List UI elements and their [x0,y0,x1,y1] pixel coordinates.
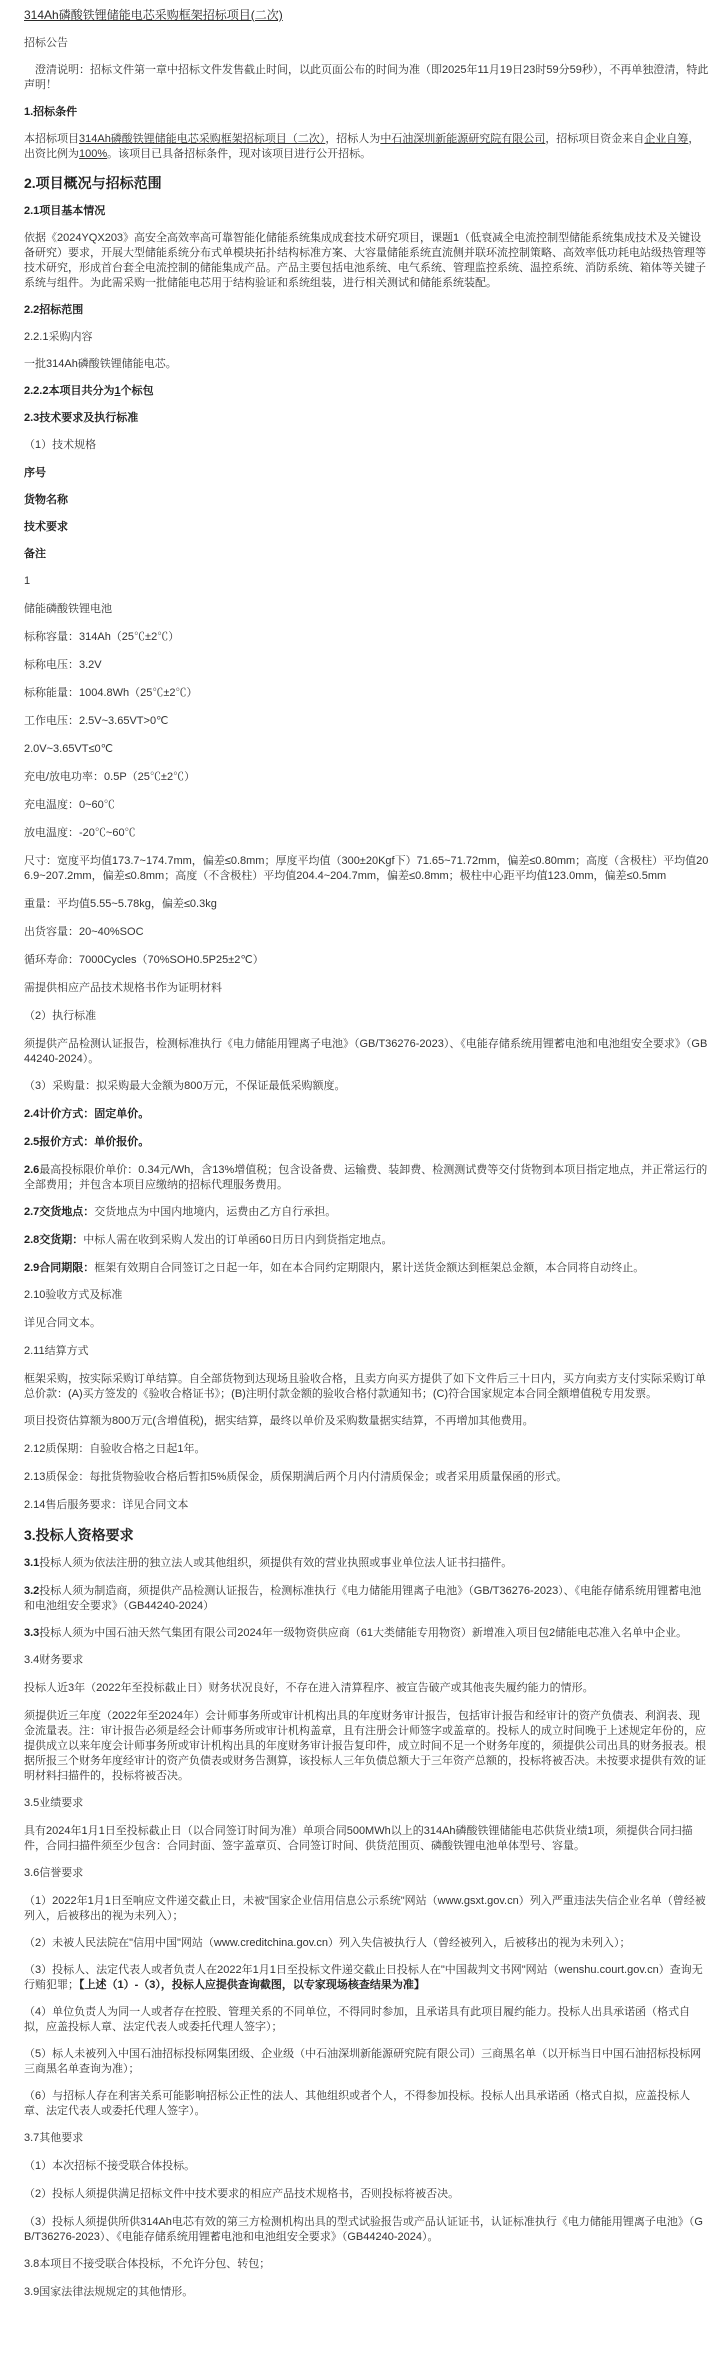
list-item [24,1079,709,1094]
text-run: 重量：平均值5.55~5.78kg，偏差≤0.3kg [24,898,217,910]
subsection-heading [24,303,709,318]
text-run: ，招标项目资金来自 [545,133,645,145]
text-run: ，出资比例为 [24,133,700,160]
subsection-heading [24,384,709,399]
bold-text: 2.2招标范围 [24,304,84,316]
bold-text: 2.9合同期限： [24,1262,95,1274]
list-item [24,953,709,968]
list-item [24,1796,709,1811]
list-item [24,1009,709,1024]
text-run: 标称能量：1004.8Wh（25℃±2℃） [24,687,198,699]
list-item [24,1470,709,1485]
text-run: 项目投资估算额为800万元(含增值税)，据实结算，最终以单价及采购数量据实结算，不再增加其他费用。 [24,1415,534,1427]
paragraph [24,231,709,291]
text-run: 详见合同文本。 [24,1317,101,1329]
text-run: 须提供近三年度（2022年至2024年）会计师事务所或审计机构出具的年度财务审计报告，包括审计报告和经审计的资产负债表、利润表、现金流量表。注：审计报告必须是经会计师事务所或审计机构盖章，且有注册会计师签字或盖章的。投标人的成立时间晚于上述规定年份的，应提供成立以来年度会计师事务所或审计机构出具的年度财务审计报告复印件，成立时间不足一个财务年度的，须提供公司出具的财务报表。根据所报三个财务年度经审计的资产负债表或财务告测算，该投标人三年负债总额大于三年资产总额的，投标将被否决。未按要求提供有效的证明材料扫描件的，投标将被否决。 [24,1710,706,1782]
text-run: （6）与招标人存在利害关系可能影响招标公正性的法人、其他组织或者个人，不得参加投标。投标人出具承诺函（格式自拟，应盖投标人章、法定代表人或委托代理人签字）。 [24,2090,691,2117]
text-run: （5）标人未被列入中国石油招标投标网集团级、企业级（中石油深圳新能源研究院有限公司）三商黑名单（以开标当日中国石油招标投标网三商黑名单查询为准）； [24,2048,702,2075]
text-run: （4）单位负责人为同一人或者存在控股、管理关系的不同单位，不得同时参加，且承诺具有此项目履约能力。投标人出具承诺函（格式自拟，应盖投标人章、法定代表人或委托代理人签字）； [24,2006,691,2033]
list-item [24,658,709,673]
underlined-text: 100% [79,148,108,160]
text-run: 尺寸：宽度平均值173.7~174.7mm，偏差≤0.8mm；厚度平均值（300±20Kgf下）71.65~71.72mm，偏差≤0.80mm；高度（含极柱）平均值206.9~207.2mm，偏差≤0.8mm；高度（不含极柱）平均值204.4~204.7mm，偏差≤0.8mm；极柱中心距平均值123.0mm，偏差≤0.5mm [24,855,709,882]
text-run: 充电温度：0~60℃ [24,799,115,811]
list-item [24,798,709,813]
paragraph [24,1037,709,1067]
text-run: （3）投标人须提供所供314Ah电芯有效的第三方检测机构出具的型式试验报告或产品认证证书，认证标准执行《电力储能用锂离子电池》（GB/T36276-2023）、《电能存储系统用锂蓄电池和电池组安全要求》（GB44240-2024）。 [24,2216,703,2243]
text-run: 3.7其他要求 [24,2132,84,2144]
text-run: 2.13质保金：每批货物验收合格后暂扣5%质保金，质保期满后两个月内付清质保金；或者采用质量保函的形式。 [24,1471,568,1483]
text-run: 投标人须为制造商，须提供产品检测认证报告，检测标准执行《电力储能用锂离子电池》（GB/T36276-2023）、《电能存储系统用锂蓄电池和电池组安全要求》（GB44240-2024） [24,1585,702,1612]
text-run: （2）执行标准 [24,1010,97,1022]
bold-text: 2.6 [24,1164,40,1176]
underlined-text: 314Ah磷酸铁锂储能电芯采购框架招标项目(二次) [24,8,283,22]
paragraph [24,357,709,372]
text-run: 标称容量：314Ah（25℃±2℃） [24,631,180,643]
text-run: 3.6信誉要求 [24,1867,84,1879]
list-item [24,1107,709,1122]
list-item [24,1681,709,1696]
bold-text: 3.投标人资格要求 [24,1527,134,1543]
paragraph [24,1894,709,1924]
text-run: 3.9国家法律法规规定的其他情形。 [24,2286,194,2298]
text-run: 依据《2024YQX203》高安全高效率高可靠智能化储能系统集成成套技术研究项目，课题1（低衰减全电流控制型储能系统集成技术及关键设备研究）要求，开展大型储能系统分布式单模块拓扑结构标准方案、大容量储能系统直流侧并联环流控制策略、高效率低功耗电站级热管理等技术研究，形成首台套全电流控制的储能集成产品。产品主要包括电池系统、电气系统、管理监控系统、温控系统、消防系统、箱体等关键子系统与组件。为此需采购一批储能电芯用于结构验证和系统组装，进行相关测试和储能系统装配。 [24,232,706,289]
list-item [24,1135,709,1150]
list-item [24,2257,709,2272]
list-item [24,686,709,701]
list-item [24,1414,709,1429]
text-run: 3.5业绩要求 [24,1797,84,1809]
text-run: 2.0V~3.65VT≤0℃ [24,743,114,755]
text-run: 须提供产品检测认证报告，检测标准执行《电力储能用锂离子电池》（GB/T36276-2023）、《电能存储系统用锂蓄电池和电池组安全要求》（GB44240-2024）。 [24,1038,708,1065]
paragraph [24,1372,709,1402]
paragraph [24,1824,709,1854]
list-item [24,630,709,645]
text-run: 出货容量：20~40%SOC [24,926,144,938]
text-run: 3.8本项目不接受联合体投标，不允许分包、转包； [24,2258,271,2270]
text-run: 。该项目已具备招标条件，现对该项目进行公开招标。 [107,148,372,160]
list-item [24,1316,709,1331]
list-item [24,438,709,453]
list-item [24,770,709,785]
bold-text: 2.项目概况与招标范围 [24,175,162,191]
paragraph [24,1584,709,1614]
bold-text: 技术要求 [24,521,68,533]
list-item [24,1233,709,1248]
text-run: 框架采购，按实际采购订单结算。自全部货物到达现场且验收合格，且卖方向买方提供了如下文件后三十日内，买方向卖方支付实际采购订单总价款：(A)买方签发的《验收合格证书》；(B)注明付款金额的验收合格付款通知书；(C)符合国家规定本合同全额增值税专用发票。 [24,1373,706,1400]
paragraph [24,132,709,162]
bold-text: 2.3技术要求及执行标准 [24,412,139,424]
section-heading [24,1526,709,1544]
text-run: 中标人需在收到采购人发出的订单函60日历日内到货指定地点。 [83,1234,393,1246]
list-item [24,826,709,841]
paragraph [24,2215,709,2245]
bold-text: 个标包 [120,385,154,397]
text-run: 框架有效期自合同签订之日起一年，如在本合同约定期限内，累计送货金额达到框架总金额，本合同将自动终止。 [94,1262,645,1274]
paragraph [24,2005,709,2035]
text-run: 放电温度：-20℃~60℃ [24,827,136,839]
list-item [24,742,709,757]
bold-text: 3.2 [24,1585,40,1597]
list-item [24,897,709,912]
list-item [24,1442,709,1457]
list-item [24,1866,709,1881]
text-run: （3）采购量：拟采购最大金额为800万元，不保证最低采购额度。 [24,1080,346,1092]
paragraph [24,1261,709,1276]
list-item [24,854,709,884]
list-item [24,981,709,996]
bold-text: 2.5报价方式： [24,1136,95,1148]
bold-text: 【上述（1）-（3），投标人应提供查询截图，以专家现场核查结果为准】 [79,1979,425,1991]
bold-text: 2.7交货地点： [24,1206,95,1218]
list-item [24,1653,709,1668]
bold-label [24,466,709,481]
bold-text: 固定单价。 [94,1108,150,1120]
bold-text: 2.2.2本项目共分为 [24,385,115,397]
text-run: 投标人须为依法注册的独立法人或其他组织，须提供有效的营业执照或事业单位法人证书扫描件。 [39,1557,513,1569]
bold-text: 3.3 [24,1627,40,1639]
bold-text: 2.1项目基本情况 [24,205,106,217]
text-run: 投标人近3年（2022年至投标截止日）财务状况良好，不存在进入清算程序、被宣告破产或其他丧失履约能力的情形。 [24,1682,594,1694]
text-run: 交货地点为中国内地境内，运费由乙方自行承担。 [94,1206,337,1218]
text-run: 一批314Ah磷酸铁锂储能电芯。 [24,358,177,370]
paragraph [24,1936,709,1951]
bold-text: 序号 [24,467,46,479]
text-run: 1 [24,575,31,587]
underlined-text: 314Ah磷酸铁锂储能电芯采购框架招标项目（二次） [79,133,326,145]
text-run: 标称电压：3.2V [24,659,102,671]
bold-text: 1.招标条件 [24,106,78,118]
text-run: 储能磷酸铁锂电池 [24,603,112,615]
paragraph [24,1709,709,1784]
list-item [24,925,709,940]
text-run: 具有2024年1月1日至投标截止日（以合同签订时间为准）单项合同500MWh以上的314Ah磷酸铁锂储能电芯供货业绩1项，须提供合同扫描件，合同扫描件须至少包含：合同封面、签字盖章页、合同签订时间、供货范围页、磷酸铁锂电池单体型号、容量。 [24,1825,693,1852]
text-run: 3.4财务要求 [24,1654,84,1666]
text-run: 澄清说明：招标文件第一章中招标文件发售截止时间，以此页面公布的时间为准（即2025年11月19日23时59分59秒），不再单独澄清，特此声明！ [24,64,709,91]
paragraph [24,1963,709,1993]
text-run: 需提供相应产品技术规格书作为证明材料 [24,982,222,994]
paragraph [24,2047,709,2077]
section-heading [24,174,709,192]
bold-text: 2.8交货期： [24,1234,84,1246]
text-run: （3）投标人、法定代表人或者负责人在2022年1月1日至投标文件递交截止日投标人在"中国裁判文书网"网站（wenshu.court.gov.cn）查询无行贿犯罪； [24,1964,703,1991]
text-run: 循环寿命：7000Cycles（70%SOH0.5P25±2℃） [24,954,264,966]
paragraph [24,1626,709,1641]
underlined-text: 中石油深圳新能源研究院有限公司 [380,133,546,145]
sub-subsection-heading [24,330,709,345]
list-item [24,714,709,729]
subsection-heading [24,411,709,426]
text-run: 最高投标限价单价：0.34元/Wh，含13%增值税；包含设备费、运输费、装卸费、检测测试费等交付货物到本项目指定地点，并正常运行的全部费用；并包含本项目应缴纳的招标代理服务费用。 [24,1164,708,1191]
text-run: ，招标人为 [325,133,381,145]
paragraph [24,2089,709,2119]
list-item [24,574,709,589]
bold-text: 备注 [24,548,46,560]
list-item [24,2187,709,2202]
text-run: 投标人须为中国石油天然气集团有限公司2024年一级物资供应商（61大类储能专用物资）新增准入项目包2储能电芯准入名单中企业。 [39,1627,688,1639]
list-item [24,1344,709,1359]
list-item [24,2285,709,2300]
underlined-text: 企业自筹 [644,133,689,145]
text-run: 2.10验收方式及标准 [24,1289,123,1301]
paragraph [24,36,709,51]
list-item [24,2159,709,2174]
text-run: 本招标项目 [24,133,79,145]
subsection-heading [24,204,709,219]
text-run: （1）2022年1月1日至响应文件递交截止日，未被"国家企业信用信息公示系统"网站（www.gsxt.gov.cn）列入严重违法失信企业名单（曾经被列入，后被移出的视为未列入）； [24,1895,706,1922]
bold-label [24,493,709,508]
text-run: （2）未被人民法院在"信用中国"网站（www.creditchina.gov.cn）列入失信被执行人（曾经被列入，后被移出的视为未列入）； [24,1937,631,1949]
list-item [24,602,709,617]
list-item [24,1498,709,1513]
bold-text: 货物名称 [24,494,68,506]
underlined-text: 1 [114,385,121,397]
paragraph [24,63,709,93]
bold-text: 2.4计价方式： [24,1108,95,1120]
text-run: 2.14售后服务要求：详见合同文本 [24,1499,189,1511]
text-run: 充电/放电功率：0.5P（25℃±2℃） [24,771,196,783]
list-item [24,1288,709,1303]
page-title [24,8,709,23]
text-run: （1）本次招标不接受联合体投标。 [24,2160,196,2172]
text-run: （1）技术规格 [24,439,97,451]
subsection-heading [24,105,709,120]
list-item [24,2131,709,2146]
text-run: 2.12质保期：自验收合格之日起1年。 [24,1443,206,1455]
bold-text: 单价报价。 [94,1136,150,1148]
list-item [24,1205,709,1220]
text-run: 2.11结算方式 [24,1345,89,1357]
bold-text: 3.1 [24,1557,40,1569]
paragraph [24,1163,709,1193]
text-run: 招标公告 [24,37,68,49]
bold-label [24,520,709,535]
text-run: 工作电压：2.5V~3.65VT>0℃ [24,715,169,727]
list-item [24,1556,709,1571]
text-run: 2.2.1采购内容 [24,331,93,343]
bold-label [24,547,709,562]
text-run: （2）投标人须提供满足招标文件中技术要求的相应产品技术规格书，否则投标将被否决。 [24,2188,460,2200]
